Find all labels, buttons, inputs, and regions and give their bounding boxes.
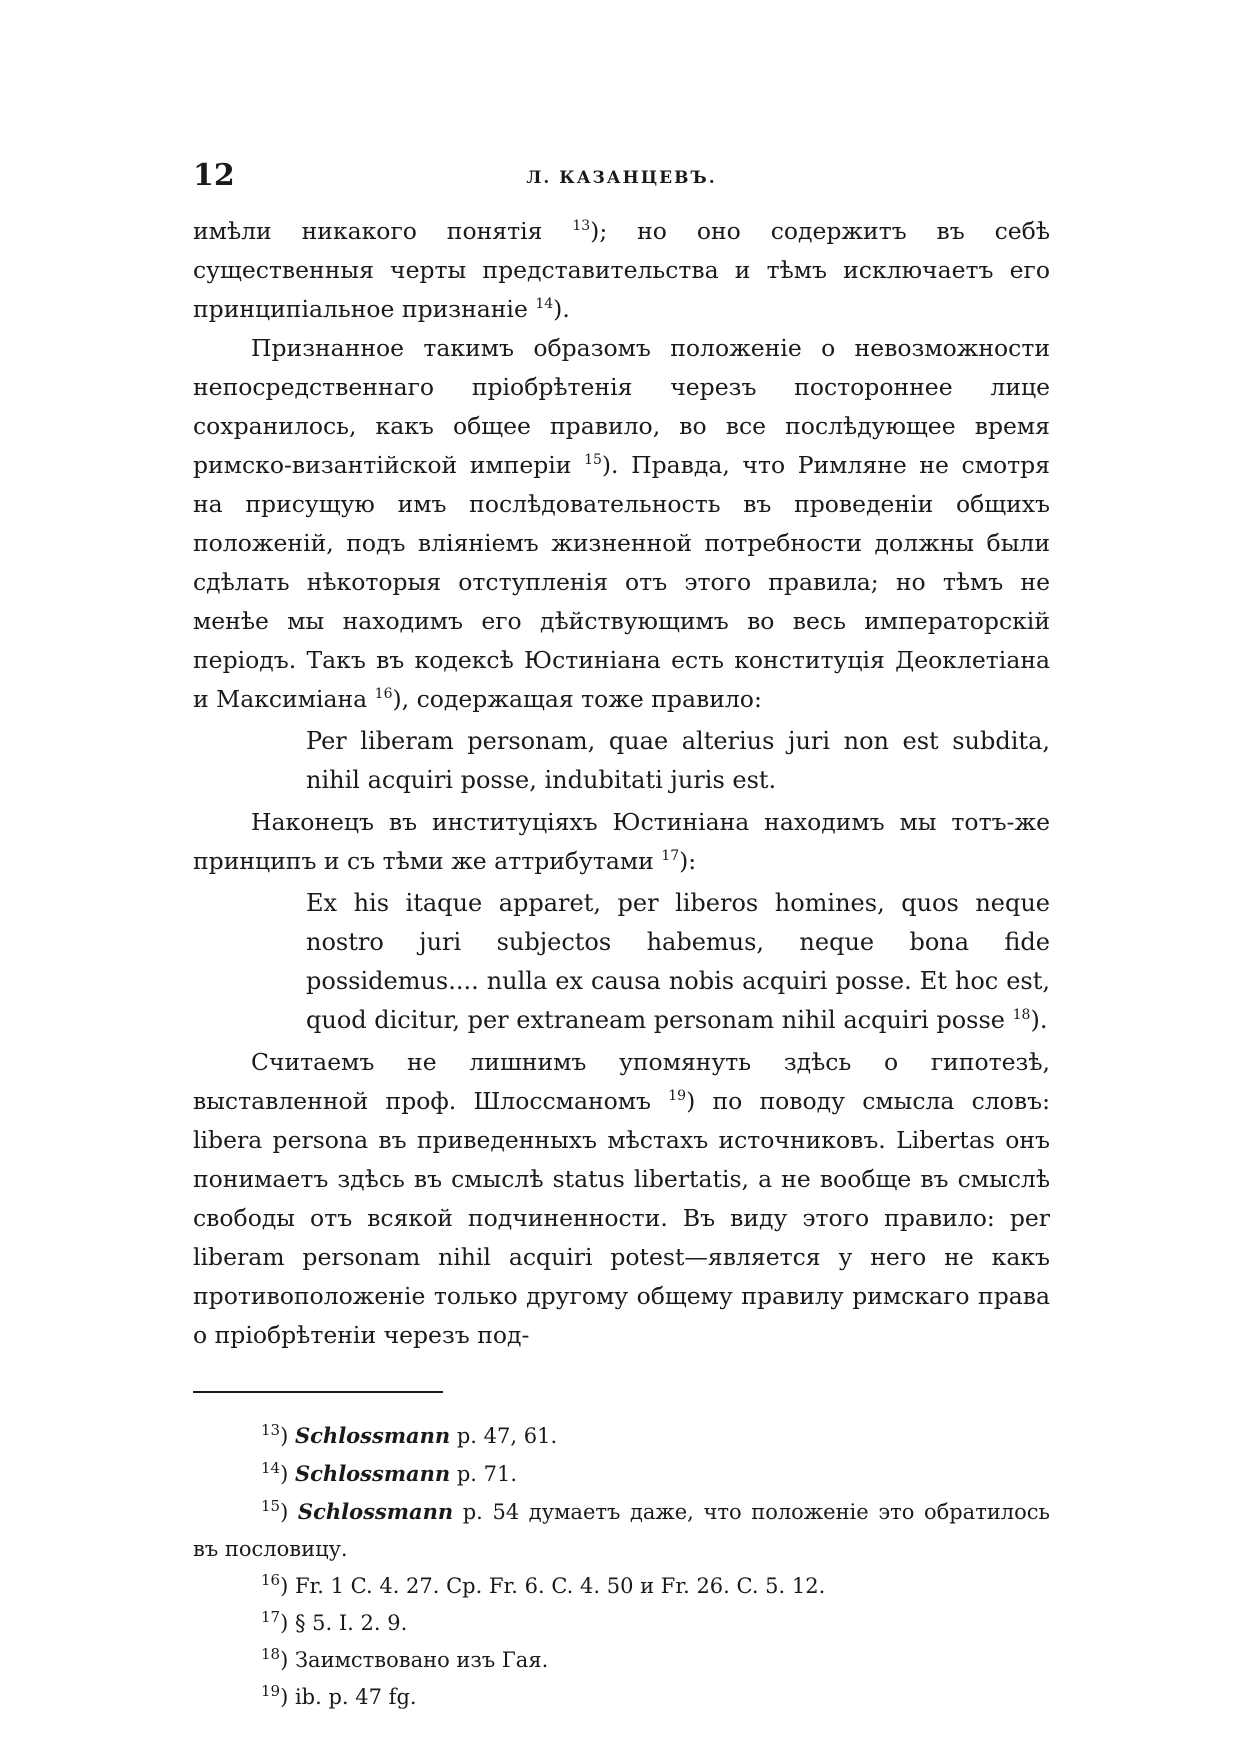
- footnote-text: p. 47, 61.: [450, 1424, 558, 1448]
- main-text: [193, 212, 1050, 1355]
- footnote-divider: [193, 1391, 443, 1393]
- footnote-ref-19: 19: [668, 1088, 687, 1105]
- footnote-18: $^{18}$) Заимствовано изъ Гая.: [261, 1645, 549, 1672]
- footnotes: [193, 1417, 1050, 1716]
- footnote-number: 14: [261, 1459, 281, 1477]
- paragraph-3-text-b: ):: [679, 847, 697, 875]
- footnote-ref-17: 17: [661, 848, 680, 865]
- footnote-text: p. 71.: [450, 1462, 518, 1486]
- paragraph-2-text-b: ). Правда, что Римляне не смотря на присущую имъ послѣдовательность въ проведеніи общихъ положеній, подъ вліяніемъ жизненной потребности должны были сдѣлать нѣкоторыя отступленія отъ этого правила; но тѣмъ не менѣе мы находимъ его дѣйствующимъ во весь императорскій періодъ. Такъ въ кодексѣ Юстиніана есть конституція Деоклетіана и Максиміана: [193, 451, 1050, 713]
- quote-diocletian: Per liberam personam, quae alterius juri non est subdita, nihil acquiri posse, indubitati juris est.: [306, 727, 1050, 794]
- footnote-text: Заимствовано изъ Гая.: [294, 1648, 549, 1672]
- footnote-text: Fr. 1 C. 4. 27. Cp. Fr. 6. C. 4. 50 и Fr. 26. C. 5. 12.: [294, 1574, 826, 1598]
- footnote-16: $^{16}$) Fr. 1 C. 4. 27. Cp. Fr. 6. C. 4. 50 и Fr. 26. C. 5. 12.: [261, 1571, 826, 1598]
- footnote-number: 13: [261, 1421, 281, 1439]
- footnote-19: $^{19}$) ib. p. 47 fg.: [261, 1682, 417, 1709]
- footnote-text: ib. p. 47 fg.: [294, 1685, 417, 1709]
- paragraph-2: [193, 329, 1050, 719]
- book-page: [193, 150, 1050, 1716]
- quote-institutes: [306, 884, 1050, 1040]
- footnote-author: Schlossmann: [294, 1423, 451, 1448]
- footnote-text: § 5. I. 2. 9.: [294, 1611, 408, 1635]
- footnote-14: $^{14}$) Schlossmann p. 71.: [261, 1459, 518, 1486]
- paragraph-3: [193, 803, 1050, 881]
- footnote-number: 18: [261, 1645, 281, 1663]
- paragraph-2-text-a: Признанное такимъ образомъ положеніе о невозможности непосредственнаго пріобрѣтенія черезъ постороннее лице сохранилось, какъ общее правило, во все послѣдующее время римско-византійской имперіи: [193, 334, 1050, 479]
- footnote-ref-13: 13: [572, 218, 591, 235]
- footnote-15: $^{15}$) Schlossmann p. 54 думаетъ даже, что положеніе это обратилось въ пословицу.: [193, 1497, 1050, 1561]
- paragraph-1-text-c: ).: [553, 295, 570, 323]
- paragraph-4: [193, 1043, 1050, 1355]
- paragraph-1: [193, 212, 1050, 329]
- footnote-17: $^{17}$) § 5. I. 2. 9.: [261, 1608, 408, 1635]
- quote-institutes-text-a: Ex his itaque apparet, per liberos homines, quos neque nostro juri subjectos habemus, neque bona fide possidemus.... nulla ex causa nobis acquiri posse. Et hoc est, quod dicitur, per extraneam personam nihil acquiri posse: [306, 889, 1050, 1034]
- footnote-author: Schlossmann: [294, 1461, 451, 1486]
- paragraph-2-text-c: ), содержащая тоже правило:: [392, 685, 762, 713]
- footnote-ref-14: 14: [535, 296, 554, 313]
- footnote-ref-16: 16: [374, 686, 393, 703]
- quote-institutes-text-b: ).: [1030, 1006, 1048, 1034]
- paragraph-3-text-a: Наконецъ въ институціяхъ Юстиніана находимъ мы тотъ-же принципъ и съ тѣми же аттрибутами: [193, 808, 1050, 875]
- footnote-number: 16: [261, 1571, 281, 1589]
- paragraph-1-text-a: имѣли никакого понятія: [193, 217, 573, 245]
- page-header: [193, 150, 1050, 198]
- paragraph-4-text-b: ) по поводу смысла словъ: libera persona въ приведенныхъ мѣстахъ источниковъ. Libertas онъ понимаетъ здѣсь въ смыслѣ status libertatis, а не вообще въ смыслѣ свободы отъ всякой подчиненности. Въ виду этого правило: per liberam personam nihil acquiri potest—является у него не какъ противоположеніе только другому общему правилу римскаго права о пріобрѣтеніи черезъ под-: [193, 1087, 1050, 1349]
- running-title: Л. КАЗАНЦЕВЪ.: [526, 168, 717, 188]
- footnote-author: Schlossmann: [297, 1499, 454, 1524]
- page-number: 12: [193, 158, 235, 193]
- footnote-number: 19: [261, 1682, 281, 1700]
- footnote-ref-15: 15: [584, 452, 602, 469]
- footnote-13: $^{13}$) Schlossmann p. 47, 61.: [261, 1421, 558, 1448]
- paragraph-1-text-b: ); но оно содержитъ въ себѣ существенныя черты представительства и тѣмъ исключаетъ его принципіальное признаніе: [193, 217, 1050, 323]
- paragraph-4-text-a: Считаемъ не лишнимъ упомянуть здѣсь о гипотезѣ, выставленной проф. Шлоссманомъ: [193, 1048, 1050, 1115]
- footnote-ref-18: 18: [1012, 1007, 1031, 1023]
- footnote-text: p. 54 думаетъ даже, что положеніе это обратилось въ пословицу.: [193, 1500, 1050, 1561]
- footnote-number: 15: [261, 1497, 281, 1515]
- footnote-number: 17: [261, 1608, 281, 1626]
